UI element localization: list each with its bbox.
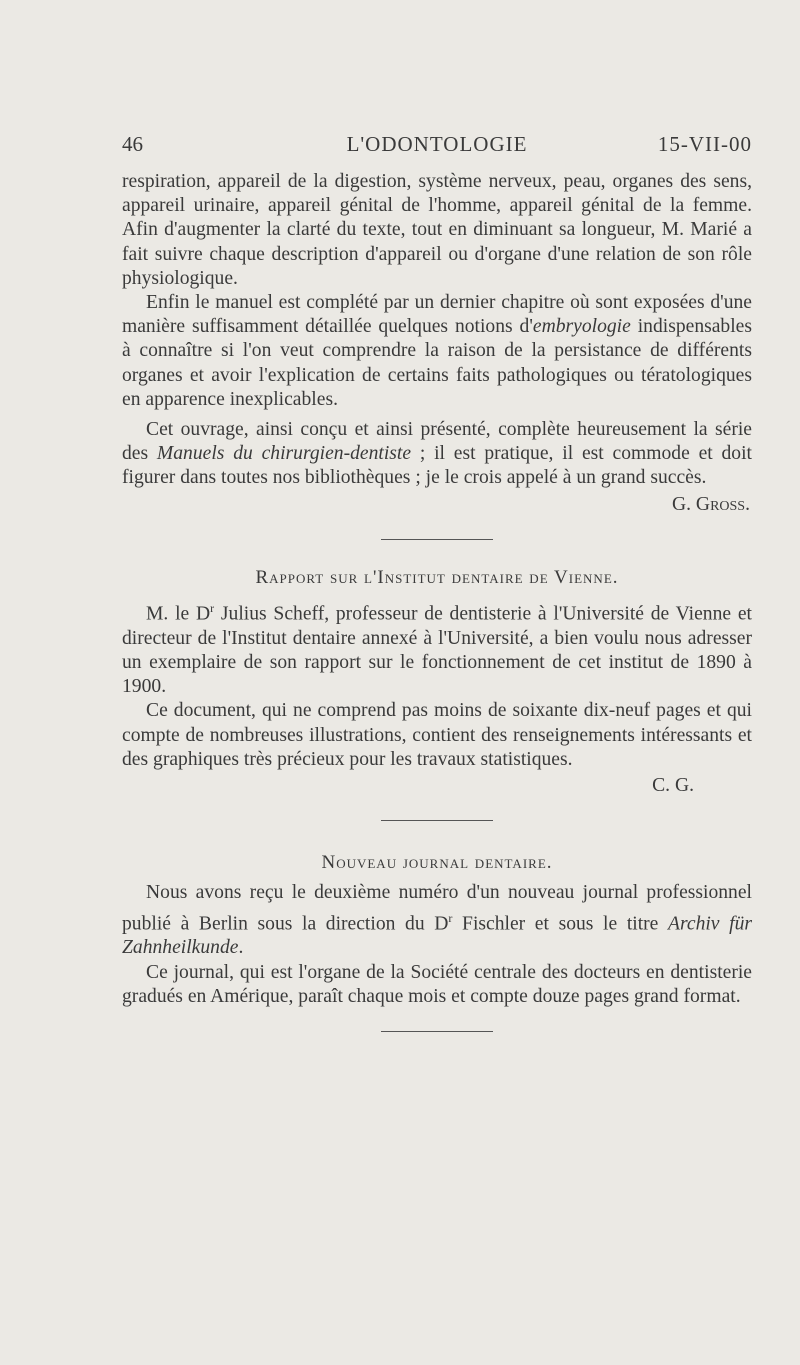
paragraph: Nous avons reçu le deuxième numéro d'un nouveau journal professionnel publié à Berlin sous la direction du $D^r$ Fischler et sous le titre Archiv für Zahnheilkunde. [122, 882, 752, 959]
paragraph: respiration, appareil de la digestion, système nerveux, peau, organes des sens, appareil urinaire, appareil génital de l'homme, appareil génital de la femme. Afin d'augmenter la clarté du texte, tout en diminuant sa longueur, M. Marié a fait suivre chaque description d'appareil ou d'organe d'une relation de son rôle physiologique. [122, 171, 752, 289]
section-heading: Nouveau journal dentaire. [321, 852, 553, 874]
paragraph: Cet ouvrage, ainsi conçu et ainsi présenté, complète heureusement la série des Manuels du chirurgien-dentiste ; il est pratique, il est commode et doit figurer dans toutes nos bibliothèques ; je le crois appelé à un grand succès. [122, 419, 752, 489]
signature: G. Gross. [671, 493, 750, 515]
paragraph: M. le $D^r$ Julius Scheff, professeur de dentisterie à l'Université de Vienne et directeur de l'Institut dentaire annexé à l'Université, a bien voulu nous adresser un exemplaire de son rapport sur le fonctionnement de cet institut de 1890 à 1900. [122, 601, 752, 698]
italic-title: Manuels du chirurgien-dentiste [156, 443, 412, 465]
superscript: r [210, 601, 215, 616]
italic-term: embryologie [532, 316, 631, 338]
issue-date: 15-VII-00 [657, 132, 752, 156]
section-heading: Rapport sur l'Institut dentaire de Vienne. [255, 566, 619, 588]
italic-title: Archiv für Zahnheilkunde [122, 913, 752, 959]
journal-title: L'ODONTOLOGIE [346, 132, 528, 156]
section-divider [381, 1031, 493, 1032]
paragraph: Enfin le manuel est complété par un dernier chapitre où sont exposées d'une manière suffisamment détaillée quelques notions d'embryologie indispensables à connaître si l'on veut comprendre la raison de la persistance de différents organes et avoir l'explication de certains faits pathologiques ou tératologiques en apparence inexplicables. [122, 292, 752, 410]
section-divider [381, 539, 493, 540]
superscript: r [448, 910, 453, 925]
paragraph: Ce journal, qui est l'organe de la Société centrale des docteurs en dentisterie gradués en Amérique, paraît chaque mois et compte douze pages grand format. [122, 961, 752, 1007]
body-text [122, 170, 752, 1032]
paragraph: Ce document, qui ne comprend pas moins de soixante dix-neuf pages et qui compte de nombreuses illustrations, contient des renseignements intéressants et des graphiques très précieux pour les travaux statistiques. [122, 700, 752, 770]
page-number: 46 [122, 132, 143, 156]
running-head [122, 132, 752, 162]
signature: C. G. [652, 775, 694, 796]
section-divider [381, 820, 493, 821]
